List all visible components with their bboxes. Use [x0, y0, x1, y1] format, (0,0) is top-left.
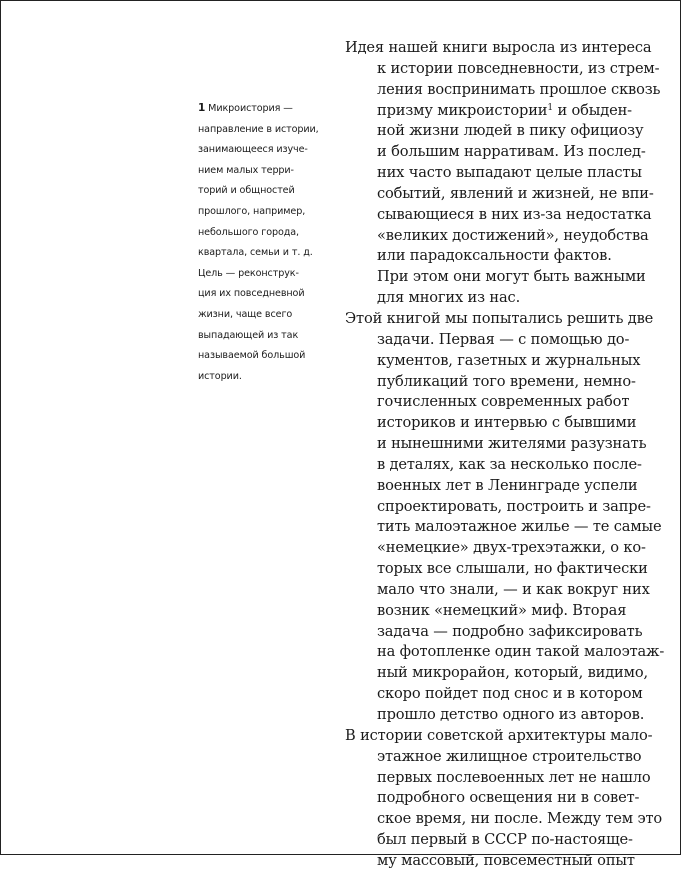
- footnote-line: Цель — реконструк-: [198, 267, 299, 279]
- text-line: военных лет в Ленинграде успели: [377, 476, 638, 494]
- text-line: историков и интервью с бывшими: [377, 414, 637, 432]
- paragraph-2: [345, 309, 675, 726]
- text-line: и нынешними жителями разузнать: [377, 435, 647, 453]
- text-line: ления воспринимать прошлое сквозь: [377, 80, 661, 98]
- text-line: на фотопленке один такой малоэтаж-: [377, 643, 665, 661]
- paragraph-3: [345, 726, 675, 872]
- text-line: призму микроистории$^1$ и обыден-: [377, 101, 632, 119]
- footnote-line: ция их повседневной: [198, 288, 305, 300]
- text-line: тить малоэтажное жилье — те самые: [377, 518, 662, 536]
- text-line: или парадоксальности фактов.: [377, 247, 612, 265]
- text-line: скоро пойдет под снос и в котором: [377, 685, 643, 703]
- text-line: задачи. Первая — с помощью до-: [377, 330, 630, 348]
- footnote-line: жизни, чаще всего: [198, 308, 293, 320]
- footnote-line: называемой большой: [198, 350, 306, 362]
- main-text: [345, 38, 675, 872]
- text-line: ной жизни людей в пику официозу: [377, 122, 644, 140]
- text-line: к истории повседневности, из стрем-: [377, 59, 660, 77]
- footnote-line: прошлого, например,: [198, 205, 306, 217]
- text-line: ское время, ни после. Между тем это: [377, 810, 663, 828]
- footnote-line: торий и общностей: [198, 185, 295, 197]
- text-line: торых все слышали, но фактически: [377, 560, 648, 578]
- text-line: му массовый, повсеместный опыт: [377, 851, 635, 869]
- footnote-line: направление в истории,: [198, 123, 319, 135]
- text-line: первых послевоенных лет не нашло: [377, 768, 651, 786]
- footnote-line: нием малых терри-: [198, 164, 294, 176]
- footnote-line: небольшого города,: [198, 226, 299, 238]
- footnote-line: квартала, семьи и т. д.: [198, 247, 313, 259]
- text-line: и большим нарративам. Из послед-: [377, 143, 646, 161]
- footnote-line: занимающееся изуче-: [198, 144, 308, 156]
- text-line: спроектировать, построить и запре-: [377, 497, 651, 515]
- paragraph-1: [345, 38, 675, 309]
- text-line: прошло детство одного из авторов.: [377, 706, 645, 723]
- text-line: событий, явлений и жизней, не впи-: [377, 184, 654, 202]
- text-line: «немецкие» двух-трехэтажки, о ко-: [377, 539, 646, 557]
- text-line: них часто выпадают целые пласты: [377, 164, 642, 182]
- text-line: ный микрорайон, который, видимо,: [377, 664, 648, 682]
- footnote-line: 1 Микроистория —: [198, 102, 293, 114]
- text-line: мало что знали, — и как вокруг них: [377, 580, 650, 598]
- text-line: сывающиеся в них из-за недостатка: [377, 205, 652, 223]
- footnote-reference[interactable]: 1: [547, 102, 553, 113]
- footnote-line: выпадающей из так: [198, 329, 299, 341]
- text-line: В истории советской архитектуры мало-: [345, 726, 653, 744]
- text-line: возник «немецкий» миф. Вторая: [377, 601, 627, 619]
- text-line: кументов, газетных и журнальных: [377, 351, 641, 369]
- text-line: Идея нашей книги выросла из интереса: [345, 39, 652, 56]
- text-line: задача — подробно зафиксировать: [377, 622, 643, 640]
- text-line: для многих из нас.: [377, 289, 521, 307]
- footnote-marker: 1: [198, 102, 206, 114]
- text-line: Этой книгой мы попытались решить две: [345, 309, 654, 327]
- footnote-line: истории.: [198, 370, 242, 382]
- footnote: [198, 98, 328, 387]
- text-line: При этом они могут быть важными: [377, 268, 646, 286]
- text-line: «великих достижений», неудобства: [377, 226, 649, 244]
- text-line: гочисленных современных работ: [377, 393, 630, 411]
- text-line: подробного освещения ни в совет-: [377, 789, 640, 807]
- text-line: в деталях, как за несколько после-: [377, 455, 642, 473]
- text-line: был первый в СССР по-настояще-: [377, 831, 633, 849]
- text-line: публикаций того времени, немно-: [377, 372, 636, 390]
- text-line: этажное жилищное строительство: [377, 747, 642, 765]
